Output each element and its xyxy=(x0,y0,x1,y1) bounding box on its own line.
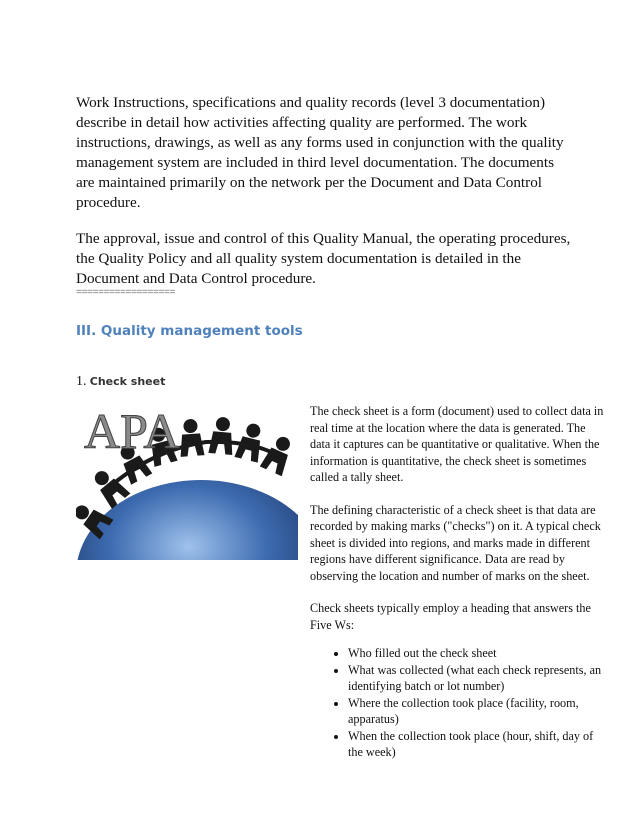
check-sheet-description xyxy=(310,403,605,761)
body-paragraph-1: Work Instructions, specifications and quality records (level 3 documentation) describe in detail how activities affecting quality are performed. The work instructions, drawings, as well as any forms used in conjunction with the quality management system are included in third level documentation. The documents are maintained primarily on the network per the Document and Data Control procedure. xyxy=(76,94,564,211)
separator-line: ================== xyxy=(76,288,176,299)
check-sheet-paragraph-2: The defining characteristic of a check sheet is that data are recorded by making marks ("checks") on it. A typical check sheet is divided into regions, and marks made in different regions have different significance. Data are read by observing the location and number of marks on the sheet. xyxy=(310,502,601,583)
five-ws-list xyxy=(310,645,605,761)
check-sheet-paragraph-1: The check sheet is a form (document) used to collect data in real time at the location where the data is generated. The data it captures can be quantitative or qualitative. When the information is quantitative, the check sheet is sometimes called a tally sheet. xyxy=(310,404,604,484)
subsection-heading xyxy=(76,373,165,390)
section-heading: III. Quality management tools xyxy=(76,323,303,339)
body-paragraph-2: The approval, issue and control of this Quality Manual, the operating procedures, the Quality Policy and all quality system documentation is detailed in the Document and Data Control procedure. xyxy=(76,230,571,287)
list-item: • Where the collection took place (facility, room, apparatus) xyxy=(348,695,605,728)
subsection-title: Check sheet xyxy=(89,375,166,388)
check-sheet-paragraph-3: Check sheets typically employ a heading that answers the Five Ws: xyxy=(310,601,591,632)
list-item: • What was collected (what each check represents, an identifying batch or lot number) xyxy=(348,662,605,695)
logo-text: APA xyxy=(84,403,180,459)
list-item: • Who filled out the check sheet xyxy=(348,645,605,662)
subsection-number: 1. xyxy=(76,374,87,389)
list-item: • When the collection took place (hour, shift, day of the week) xyxy=(348,728,605,761)
apa-logo-image xyxy=(76,400,298,560)
